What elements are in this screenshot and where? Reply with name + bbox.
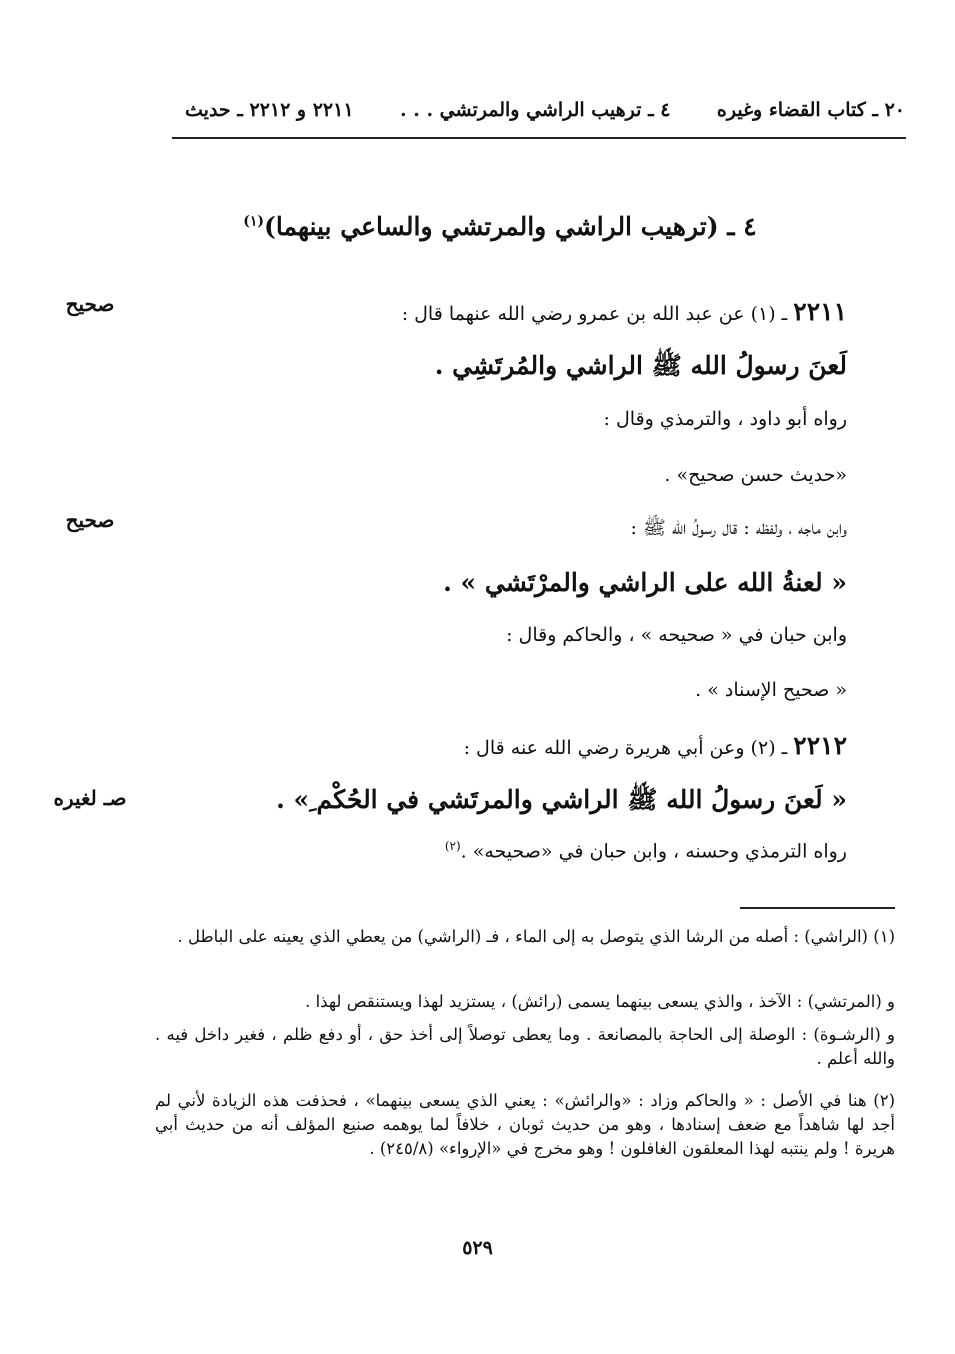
page-number: ٥٢٩	[462, 1237, 493, 1259]
running-header	[185, 92, 905, 128]
grade-label: صحيح	[65, 292, 115, 316]
hadith-intro: ـ (٢) وعن أبي هريرة رضي الله عنه قال :	[463, 737, 788, 759]
section-title	[220, 212, 780, 241]
footnote-ref-1: (١)	[243, 213, 265, 230]
header-hadith-range: ٢٢١١ و ٢٢١٢ ـ حديث	[185, 99, 354, 121]
hadith-grading-quote: « صحيح الإسناد » .	[695, 679, 847, 701]
footnote: و (الرشـوة) : الوصلة إلى الحاجة بالمصانعة . وما يعطى توصلاً إلى أخذ حق ، أو دفع ظلم ، فغير داخل فيه . والله أعلم .	[155, 1025, 895, 1068]
grade-label: صحيح	[65, 508, 115, 532]
hadith-2212-intro-line	[147, 731, 847, 760]
hadith-source-line	[147, 839, 847, 862]
footnote-divider	[740, 907, 895, 909]
hadith-text: لَعنَ رسولُ الله ﷺ الراشي والمُرتَشِي .	[434, 351, 847, 380]
hadith-2211-intro-line	[147, 297, 847, 326]
hadith-source: رواه أبو داود ، والترمذي وقال :	[603, 408, 847, 430]
hadith-text: « لَعنَ رسولُ الله ﷺ الراشي والمرتَشي في الحُكْم ِ» .	[276, 785, 847, 814]
hadith-text: « لعنةُ الله على الراشي والمرْتَشي » .	[443, 568, 847, 597]
hadith-source: وابن حبان في « صحيحه » ، والحاكم وقال :	[506, 624, 847, 646]
header-divider	[172, 137, 906, 139]
hadith-number: ٢٢١٢	[793, 731, 847, 760]
hadith-grading-quote: «حديث حسن صحيح» .	[664, 464, 847, 486]
footnote: (٢) هنا في الأصل : « والحاكم وزاد : «والرائش» : يعني الذي يسعى بينهما» ، فحذفت هذه الزيادة لأني لم أجد لها شاهداً مع ضعف إسنادها ، وهو من حديث ثوبان ، خلافاً لما يوهمه صنيع المؤلف أنه من حديث أبي هريرة ! ولم ينتبه لهذا المعلقون الغافلون ! وهو مخرج في «الإرواء» (٢٤٥/٨) .	[155, 1091, 895, 1158]
hadith-number: ٢٢١١	[793, 297, 847, 326]
header-chapter: ٢٠ ـ كتاب القضاء وغيره	[716, 99, 905, 121]
footnote-ref-2: (٢)	[444, 839, 461, 853]
footnote: (١) (الراشي) : أصله من الرشا الذي يتوصل به إلى الماء ، فـ (الراشي) من يعطي الذي يعينه على الباطل .	[177, 927, 895, 946]
hadith-source: وابن ماجه ، ولفظه : قال رسولُ الله ﷺ :	[630, 517, 847, 539]
hadith-source: رواه الترمذي وحسنه ، وابن حبان في «صحيحه» .	[460, 840, 847, 863]
section-title-text: ٤ ـ (ترهيب الراشي والمرتشي والساعي بينهما)	[264, 212, 757, 241]
grade-label: صـ لغيره	[53, 786, 127, 810]
footnote: و (المرتشي) : الآخذ ، والذي يسعى بينهما يسمى (رائش) ، يستزيد لهذا ويستنقص لهذا .	[305, 992, 895, 1011]
header-section: ٤ ـ ترهيب الراشي والمرتشي . . .	[399, 99, 671, 121]
hadith-intro: ـ (١) عن عبد الله بن عمرو رضي الله عنهما قال :	[401, 303, 788, 325]
